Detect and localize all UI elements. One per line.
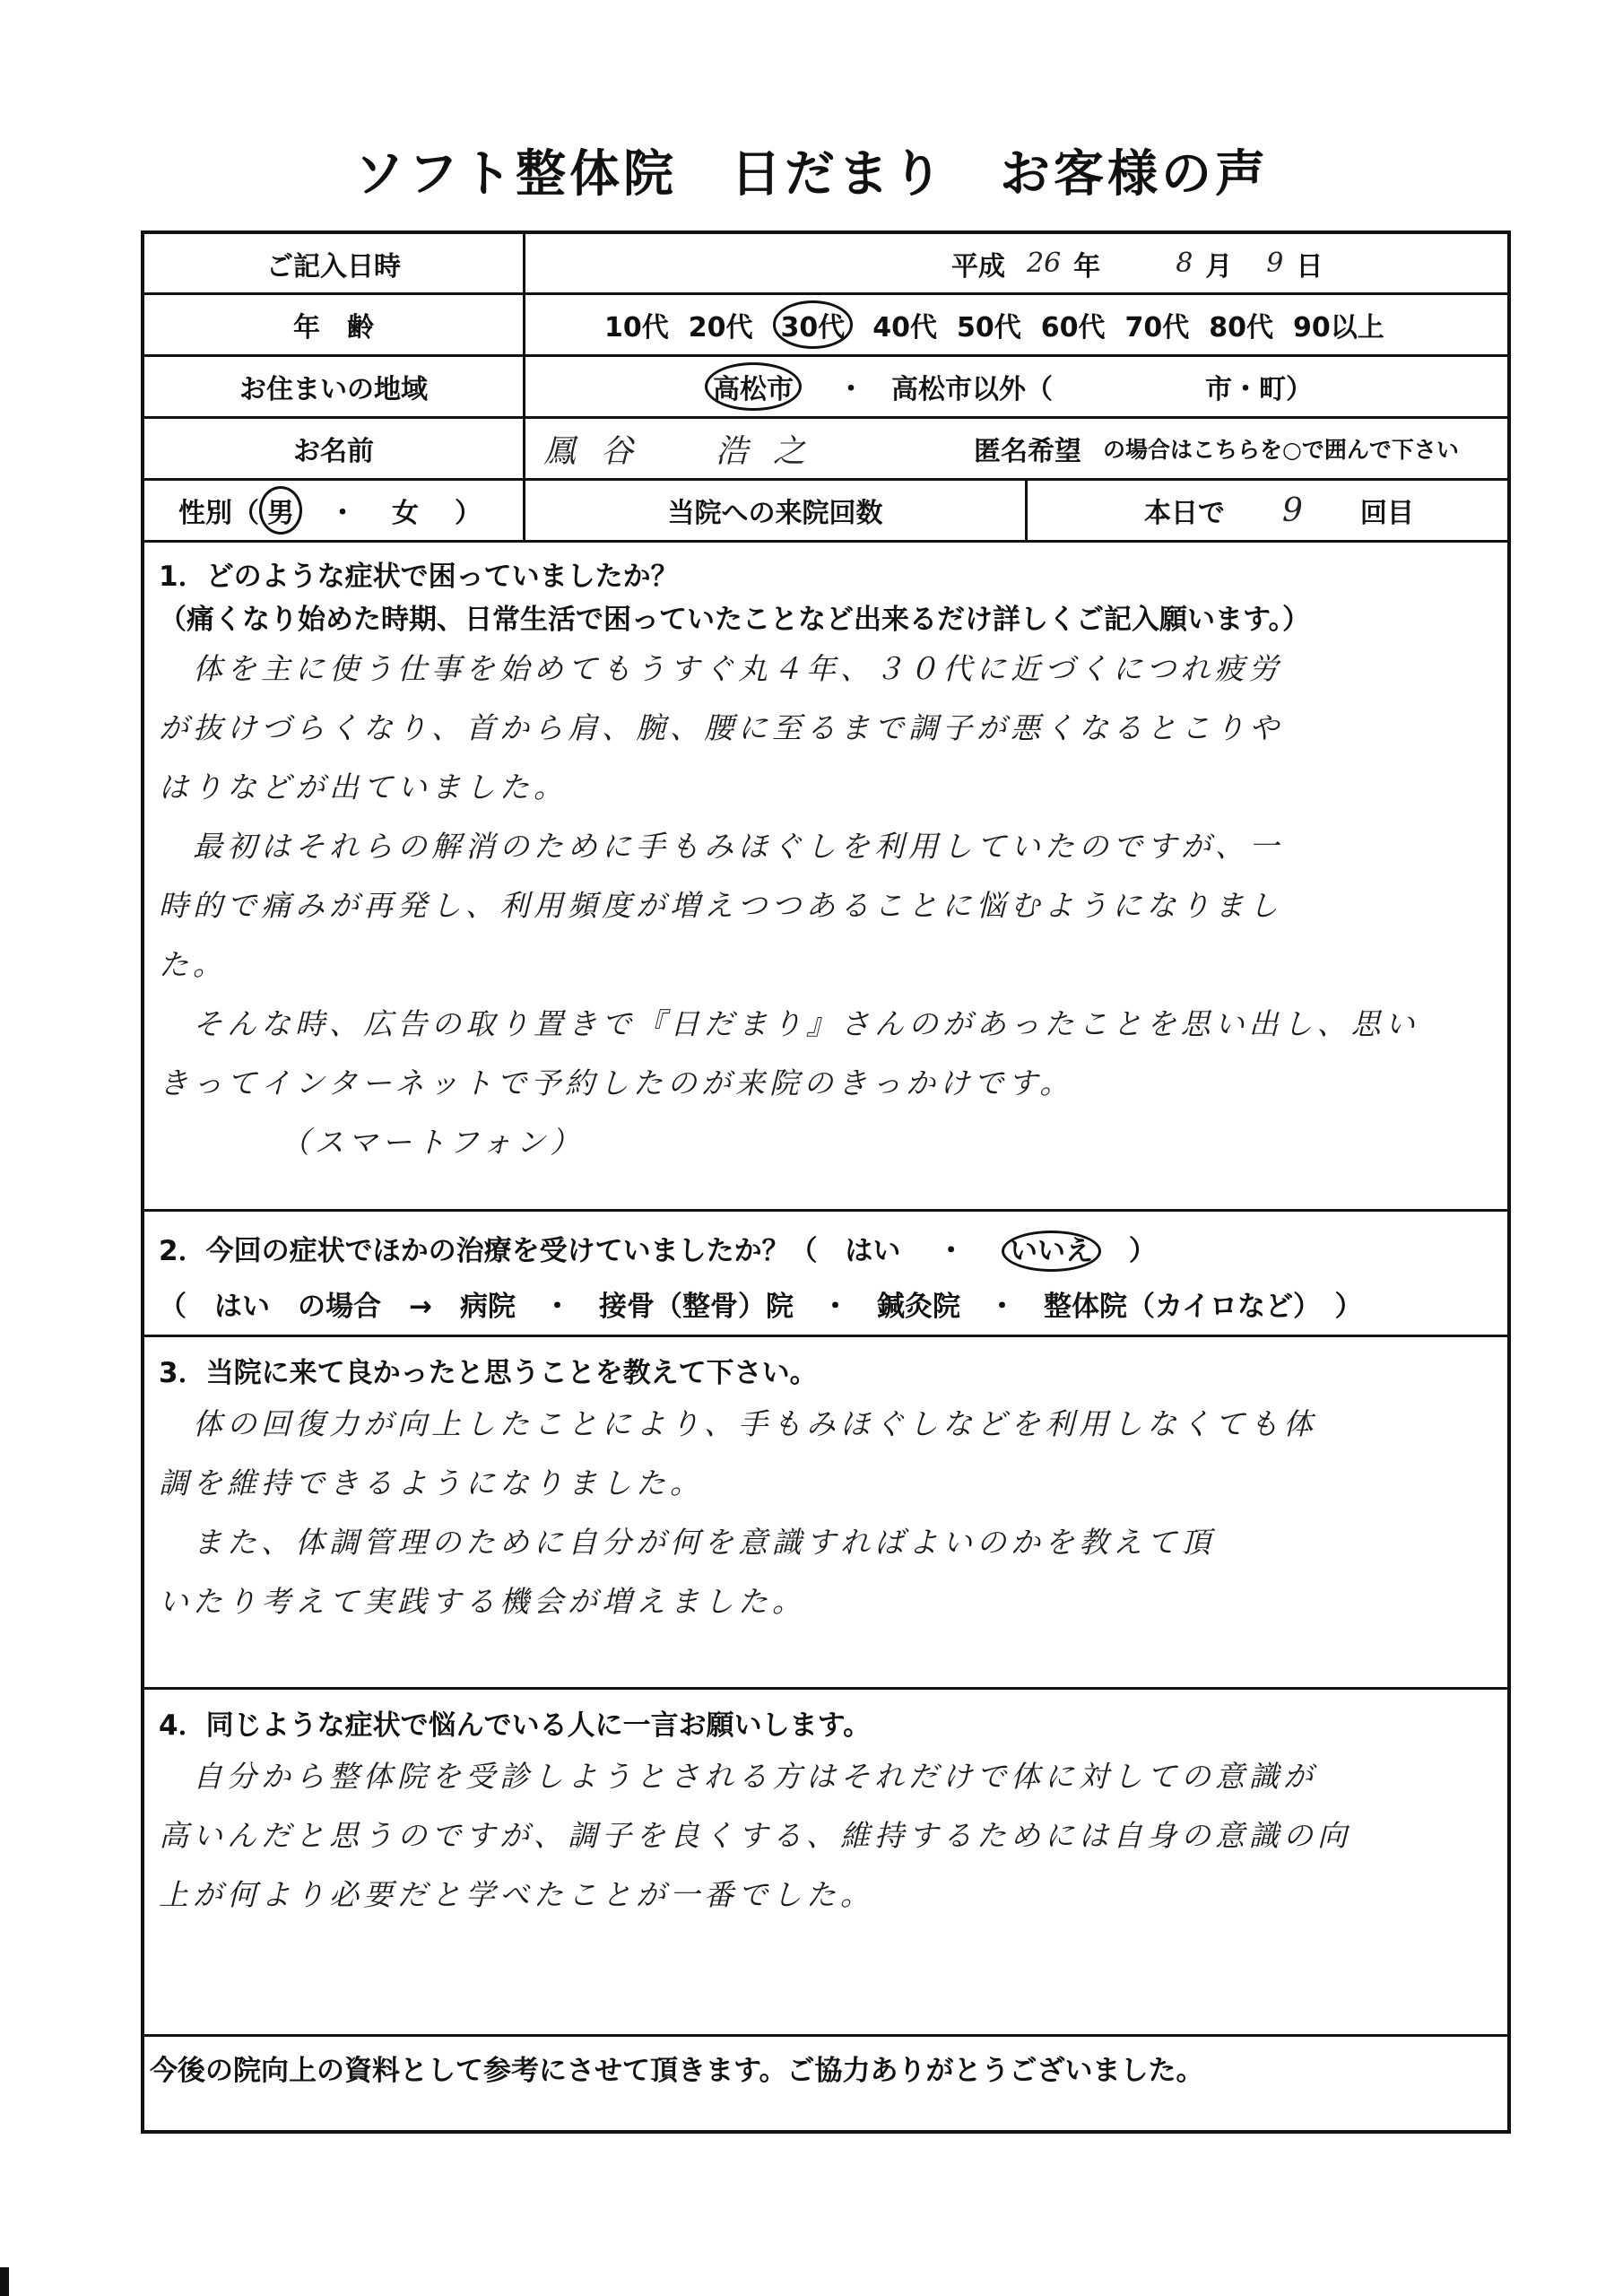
area-option-takamatsu[interactable]: 高松市 bbox=[705, 362, 802, 411]
area-option-other[interactable]: 高松市以外（ bbox=[891, 374, 1053, 405]
section-1-answer-line: （スマートフォン） bbox=[159, 1125, 585, 1160]
age-option[interactable]: 70代 bbox=[1124, 312, 1190, 344]
month-value: 8 bbox=[1176, 248, 1193, 279]
age-options[interactable] bbox=[525, 295, 1507, 354]
section-2-yes[interactable]: はい bbox=[845, 1235, 901, 1267]
section-3-answer-line: いたり考えて実践する機会が増えました。 bbox=[159, 1584, 806, 1619]
age-option[interactable]: 40代 bbox=[872, 312, 937, 344]
visits-prefix: 本日で bbox=[1144, 498, 1225, 529]
age-label: 年 齢 bbox=[144, 295, 525, 354]
day-value: 9 bbox=[1266, 248, 1284, 279]
section-1-answer-line: た。 bbox=[159, 947, 227, 982]
survey-form bbox=[141, 230, 1511, 2134]
name-label: お名前 bbox=[144, 419, 525, 478]
area-separator: ・ bbox=[838, 374, 864, 405]
visits-suffix: 回目 bbox=[1359, 498, 1414, 529]
section-2 bbox=[144, 1212, 1507, 1337]
section-2-close: ） bbox=[1128, 1235, 1157, 1267]
scan-edge-mark bbox=[0, 2267, 9, 2296]
name-value: 鳳谷 浩之 bbox=[543, 432, 831, 470]
area-suffix: 市・町） bbox=[1205, 374, 1313, 405]
month-unit: 月 bbox=[1205, 250, 1233, 283]
title-voice: お客様の声 bbox=[1000, 145, 1269, 204]
age-option[interactable]: 60代 bbox=[1040, 312, 1106, 344]
age-option[interactable]: 90以上 bbox=[1293, 312, 1384, 344]
section-1 bbox=[144, 543, 1507, 1212]
section-3 bbox=[144, 1337, 1507, 1690]
age-option[interactable]: 30代 bbox=[773, 300, 854, 349]
section-1-question: 1．どのような症状で困っていましたか？ bbox=[159, 561, 679, 593]
section-2-question-line bbox=[159, 1228, 1157, 1268]
section-2-subline: （ はい の場合 → 病院 ・ 接骨（整骨）院 ・ 鍼灸院 ・ 整体院（カイロなど） ） bbox=[159, 1291, 1363, 1323]
year-unit: 年 bbox=[1073, 250, 1101, 283]
visits-label: 当院への来院回数 bbox=[525, 481, 1028, 540]
visits-field[interactable] bbox=[1028, 481, 1507, 540]
date-field[interactable] bbox=[525, 234, 1507, 292]
section-1-answer[interactable] bbox=[159, 639, 1489, 1172]
section-3-answer-line: また、体調管理のために自分が何を意識すればよいのかを教えて頂 bbox=[159, 1525, 1215, 1560]
section-3-answer-line: 体の回復力が向上したことにより、手もみほぐしなどを利用しなくても体 bbox=[159, 1406, 1317, 1441]
footer-thanks: 今後の院向上の資料として参考にさせて頂きます。ご協力ありがとうございました。 bbox=[150, 2055, 1204, 2087]
section-4-answer[interactable] bbox=[159, 1747, 1489, 1925]
gender-separator: ・ bbox=[329, 498, 356, 529]
section-2-no[interactable]: いいえ bbox=[1002, 1231, 1101, 1272]
section-2-question: 2．今回の症状でほかの治療を受けていましたか？（ bbox=[159, 1235, 818, 1267]
section-4-answer-line: 高いんだと思うのですが、調子を良くする、維持するためには自身の意識の向 bbox=[159, 1818, 1351, 1853]
section-1-answer-line: 体を主に使う仕事を始めてもうすぐ丸４年、３０代に近づくにつれ疲労 bbox=[159, 651, 1283, 686]
anonymous-note: の場合はこちらを○で囲んで下さい bbox=[1103, 437, 1459, 463]
era: 平成 bbox=[951, 250, 1005, 283]
section-1-answer-line: 時的で痛みが再発し、利用頻度が増えつつあることに悩むようになりまし bbox=[159, 888, 1283, 923]
date-row bbox=[144, 234, 1507, 295]
day-unit: 日 bbox=[1296, 250, 1324, 283]
age-option[interactable]: 80代 bbox=[1209, 312, 1273, 344]
section-4-answer-line: 上が何より必要だと学べたことが一番でした。 bbox=[159, 1877, 874, 1912]
age-row bbox=[144, 295, 1507, 357]
section-4 bbox=[144, 1690, 1507, 2037]
section-1-answer-line: はりなどが出ていました。 bbox=[159, 770, 568, 804]
gender-female[interactable]: 女 bbox=[392, 498, 419, 529]
gender-prefix: 性別（ bbox=[178, 498, 259, 529]
visits-value: 9 bbox=[1282, 491, 1303, 529]
section-4-question: 4．同じような症状で悩んでいる人に一言お願いします。 bbox=[159, 1709, 872, 1742]
area-row bbox=[144, 357, 1507, 419]
section-3-answer-line: 調を維持できるようになりました。 bbox=[159, 1465, 704, 1500]
section-1-answer-line: が抜けづらくなり、首から肩、腕、腰に至るまで調子が悪くなるとこりや bbox=[159, 710, 1283, 745]
area-options[interactable] bbox=[525, 357, 1507, 416]
name-row bbox=[144, 419, 1507, 481]
section-3-question: 3．当院に来て良かったと思うことを教えて下さい。 bbox=[159, 1357, 818, 1389]
section-1-answer-line: そんな時、広告の取り置きで『日だまり』さんのがあったことを思い出し、思い bbox=[159, 1006, 1419, 1041]
gender-field[interactable] bbox=[144, 481, 525, 540]
title-clinic: ソフト整体院 bbox=[354, 145, 677, 204]
anonymous-label[interactable]: 匿名希望 bbox=[974, 436, 1081, 467]
section-3-answer[interactable] bbox=[159, 1395, 1489, 1631]
title-brand: 日だまり bbox=[731, 145, 946, 204]
section-4-answer-line: 自分から整体院を受診しようとされる方はそれだけで体に対しての意識が bbox=[159, 1759, 1317, 1794]
page-title bbox=[0, 135, 1623, 206]
section-1-subtext: （痛くなり始めた時期、日常生活で困っていたことなど出来るだけ詳しくご記入願います。） bbox=[159, 604, 1311, 636]
date-label: ご記入日時 bbox=[144, 234, 525, 292]
age-option[interactable]: 10代 bbox=[604, 312, 669, 344]
area-label: お住まいの地域 bbox=[144, 357, 525, 416]
gender-male[interactable]: 男 bbox=[259, 486, 302, 535]
age-option[interactable]: 20代 bbox=[688, 312, 753, 344]
gender-visits-row bbox=[144, 481, 1507, 543]
section-2-separator: ・ bbox=[937, 1235, 966, 1267]
section-1-answer-line: 最初はそれらの解消のために手もみほぐしを利用していたのですが、一 bbox=[159, 829, 1283, 864]
gender-suffix: ） bbox=[455, 498, 482, 529]
name-field[interactable] bbox=[525, 419, 1507, 478]
year-value: 26 bbox=[1027, 248, 1062, 279]
section-1-answer-line: きってインターネットで予約したのが来院のきっかけです。 bbox=[159, 1065, 1074, 1100]
age-option[interactable]: 50代 bbox=[957, 312, 1021, 344]
